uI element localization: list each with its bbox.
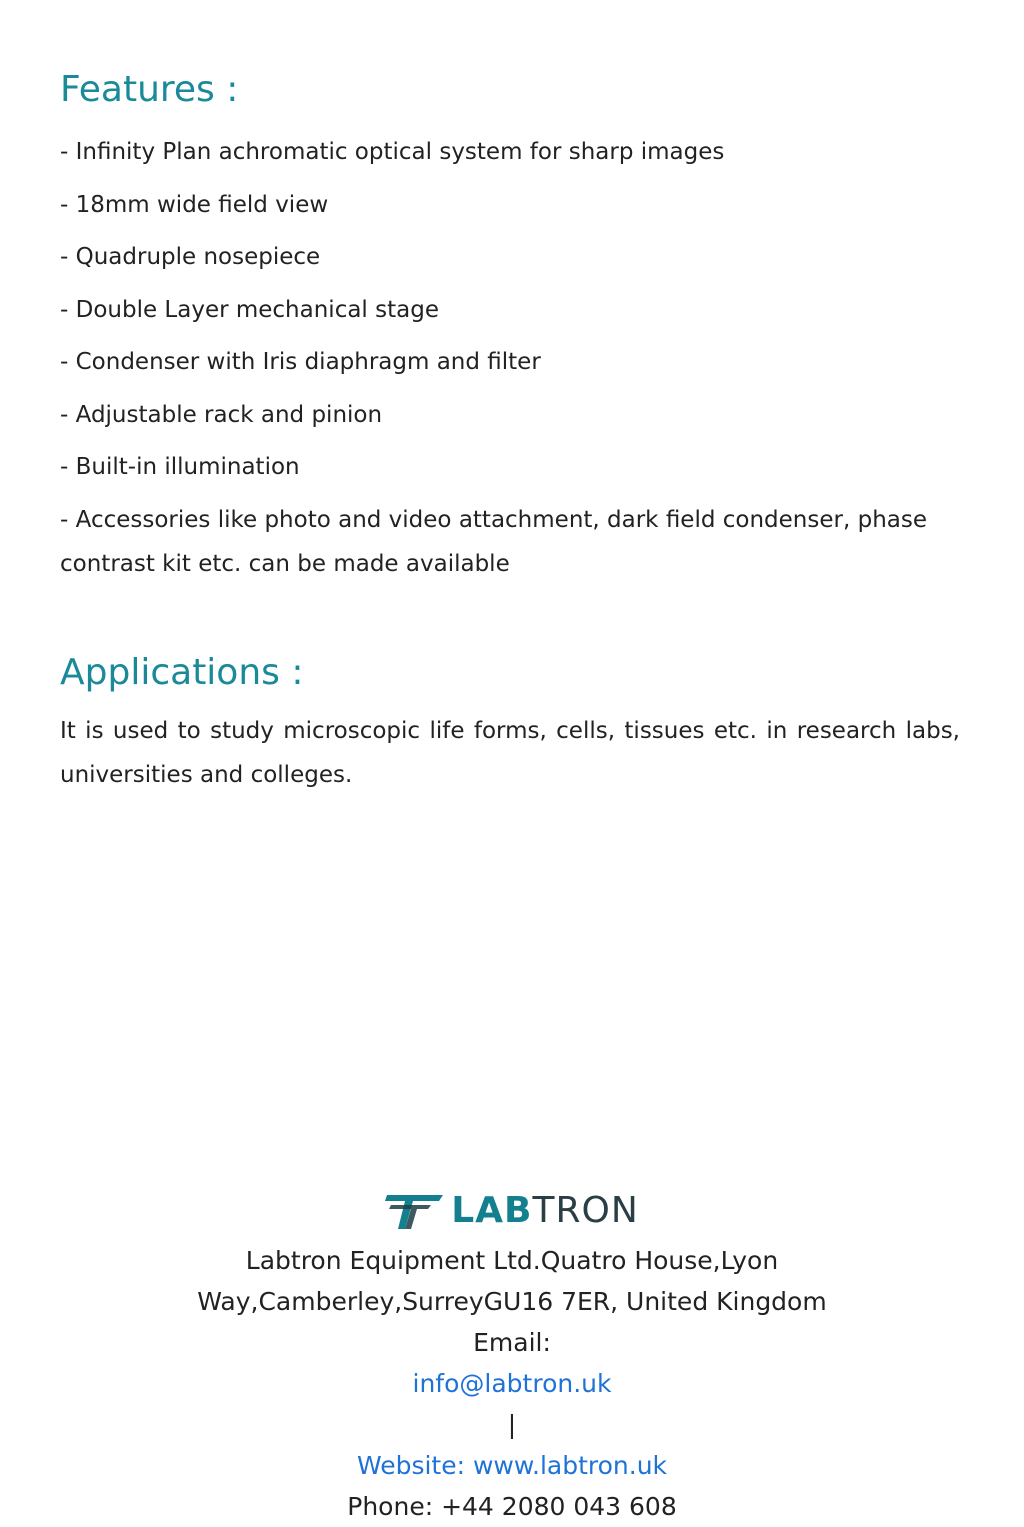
phone-number: Phone: +44 2080 043 608	[347, 1492, 677, 1521]
labtron-mark-icon	[385, 1191, 447, 1231]
email-label: Email:	[473, 1328, 551, 1357]
address-line: Way,Camberley,SurreyGU16 7ER, United Kingdom	[197, 1287, 827, 1316]
list-item: - Quadruple nosepiece	[60, 244, 321, 270]
list-item: - Built-in illumination	[60, 454, 300, 480]
list-item: - Infinity Plan achromatic optical system for sharp images	[60, 139, 725, 165]
feature-list	[60, 130, 960, 594]
applications-heading: Applications :	[60, 652, 304, 693]
list-item: - Accessories like photo and video attachment, dark field condenser, phase contrast kit etc. can be made available	[60, 506, 927, 577]
features-heading: Features :	[60, 69, 239, 110]
separator: |	[507, 1410, 517, 1439]
address-line: Labtron Equipment Ltd.Quatro House,Lyon	[245, 1246, 779, 1275]
logo-wordmark-light: TRON	[532, 1190, 639, 1231]
contact-line	[0, 1322, 1024, 1486]
list-item: - Double Layer mechanical stage	[60, 296, 439, 323]
list-item: - Adjustable rack and pinion	[60, 401, 383, 428]
labtron-logo	[385, 1186, 639, 1236]
logo-wordmark	[451, 1191, 639, 1231]
list-item: - Condenser with Iris diaphragm and filter	[60, 349, 541, 375]
website-link[interactable]: Website: www.labtron.uk	[356, 1451, 668, 1480]
list-item: - 18mm wide field view	[60, 191, 329, 218]
footer	[0, 1186, 1024, 1527]
company-address	[0, 1240, 1024, 1527]
email-link[interactable]: info@labtron.uk	[412, 1369, 612, 1398]
applications-text: It is used to study microscopic life forms, cells, tissues etc. in research labs, universities and colleges.	[60, 718, 960, 788]
logo-wordmark-bold: LAB	[451, 1190, 533, 1231]
